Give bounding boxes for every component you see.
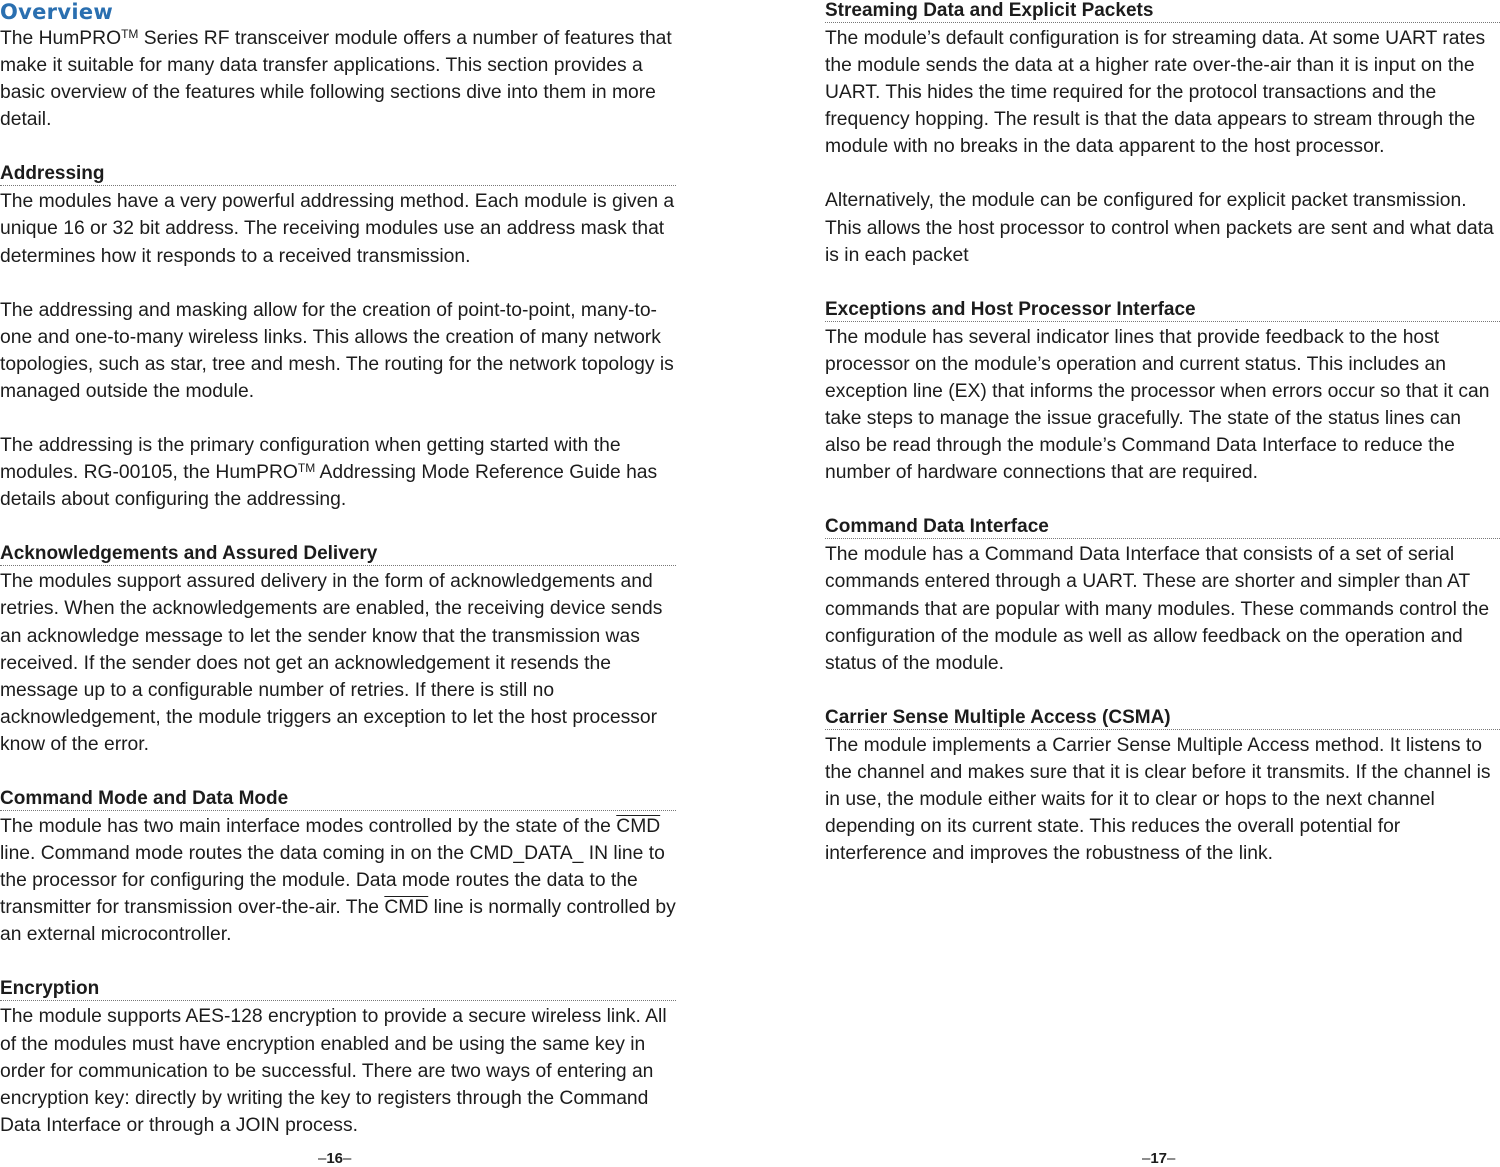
addressing-paragraph-1: The modules have a very powerful addressing method. Each module is given a unique 16 or 32 bit address. The receiving modules use an address mask that determines how it responds to a received transmission. bbox=[0, 191, 675, 267]
cmd-signal-1: $\overline{CMD}$ bbox=[616, 815, 661, 837]
csma-paragraph: The module implements a Carrier Sense Multiple Access method. It listens to the channel and makes sure that it is clear before it transmits. If the channel is in use, the module either waits for it to clear or hops to the next channel depending on its current state. This reduces the overall potential for interference and improves the robustness of the link. bbox=[825, 734, 1491, 865]
csma-heading: Carrier Sense Multiple Access (CSMA) bbox=[825, 704, 1500, 730]
cmd-text-c: line is normally controlled by an external microcontroller. bbox=[0, 897, 676, 946]
cmd-text-b: line. Command mode routes the data coming in on the CMD_DATA_ IN line to the processor for configuring the module. Data mode routes the data to the transmitter for transmission over-the-air. The bbox=[0, 843, 665, 919]
addressing-paragraph-2: The addressing and masking allow for the creation of point-to-point, many-to-one and one-to-many wireless links. This allows the creation of many network topologies, such as star, tree and mesh. The routing for the network topology is managed outside the module. bbox=[0, 299, 674, 402]
encryption-heading: Encryption bbox=[0, 975, 676, 1001]
addressing-p3-text-b: Addressing Mode Reference Guide has details about configuring the addressing. bbox=[0, 462, 658, 511]
page-number-value: 17 bbox=[1150, 1150, 1168, 1167]
left-page bbox=[0, 0, 676, 1139]
encryption-paragraph: The module supports AES-128 encryption to provide a secure wireless link. All of the modules must have encryption enabled and be using the same key in order for communication to be successful. There are two ways of entering an encryption key: directly by writing the key to registers through the Command Data Interface or through a JOIN process. bbox=[0, 1006, 667, 1136]
streaming-paragraph-1: The module’s default configuration is for streaming data. At some UART rates the module sends the data at a higher rate over-the-air than it is input on the UART. This hides the time required for the protocol transactions and the frequency hopping. The result is that the data appears to stream through the module with no breaks in the data apparent to the host processor. bbox=[825, 28, 1486, 158]
page-dash: – bbox=[318, 1150, 327, 1167]
acknowledgements-paragraph: The modules support assured delivery in the form of acknowledgements and retries. When the acknowledgements are enabled, the receiving device sends an acknowledge message to let the sender know that the transmission was received. If the sender does not get an acknowledgement it resends the message up to a configurable number of retries. If there is still no acknowledgement, the module triggers an exception to let the host processor know of the error. bbox=[0, 571, 663, 755]
addressing-p3-text-a: The addressing is the primary configuration when getting started with the modules. RG-00105, the HumPRO bbox=[0, 435, 621, 484]
cmd-signal-2: $\overline{CMD}$ bbox=[384, 897, 429, 919]
right-page bbox=[825, 0, 1500, 867]
page-dash: – bbox=[1167, 1150, 1176, 1167]
addressing-paragraph-3 bbox=[0, 432, 676, 513]
page-dash: – bbox=[1142, 1150, 1151, 1167]
overview-text-a: The HumPRO bbox=[0, 28, 122, 49]
page-number-value: 16 bbox=[326, 1150, 344, 1167]
addressing-heading: Addressing bbox=[0, 160, 676, 186]
page-number-left bbox=[318, 1150, 351, 1167]
streaming-heading: Streaming Data and Explicit Packets bbox=[825, 0, 1500, 23]
exceptions-heading: Exceptions and Host Processor Interface bbox=[825, 296, 1500, 322]
exceptions-paragraph: The module has several indicator lines that provide feedback to the host processor on the module’s operation and current status. This includes an exception line (EX) that informs the processor when errors occur so that it can take steps to manage the issue gracefully. The state of the status lines can also be read through the module’s Command Data Interface to reduce the number of hardware connections that are required. bbox=[825, 326, 1490, 484]
trademark-mark: TM bbox=[297, 461, 316, 476]
overview-text-b: Series RF transceiver module offers a number of features that make it suitable for many data transfer applications. This section provides a basic overview of the features while following sections dive into them in more detail. bbox=[0, 28, 672, 131]
command-mode-heading: Command Mode and Data Mode bbox=[0, 785, 676, 811]
overview-title: Overview bbox=[0, 0, 114, 24]
overview-paragraph bbox=[0, 25, 676, 133]
command-data-interface-paragraph: The module has a Command Data Interface that consists of a set of serial commands entered through a UART. These are shorter and simpler than AT commands that are popular with many modules. These commands control the configuration of the module as well as allow feedback on the operation and status of the module. bbox=[825, 544, 1490, 674]
streaming-paragraph-2: Alternatively, the module can be configured for explicit packet transmission. This allows the host processor to control when packets are sent and what data is in each packet bbox=[825, 190, 1494, 266]
trademark-mark: TM bbox=[121, 27, 139, 41]
command-mode-paragraph bbox=[0, 813, 676, 948]
cmd-text-a: The module has two main interface modes controlled by the state of the bbox=[0, 815, 617, 837]
command-data-interface-heading: Command Data Interface bbox=[825, 513, 1500, 539]
page-number-right bbox=[1142, 1150, 1175, 1167]
page-dash: – bbox=[343, 1150, 352, 1167]
acknowledgements-heading: Acknowledgements and Assured Delivery bbox=[0, 540, 676, 566]
